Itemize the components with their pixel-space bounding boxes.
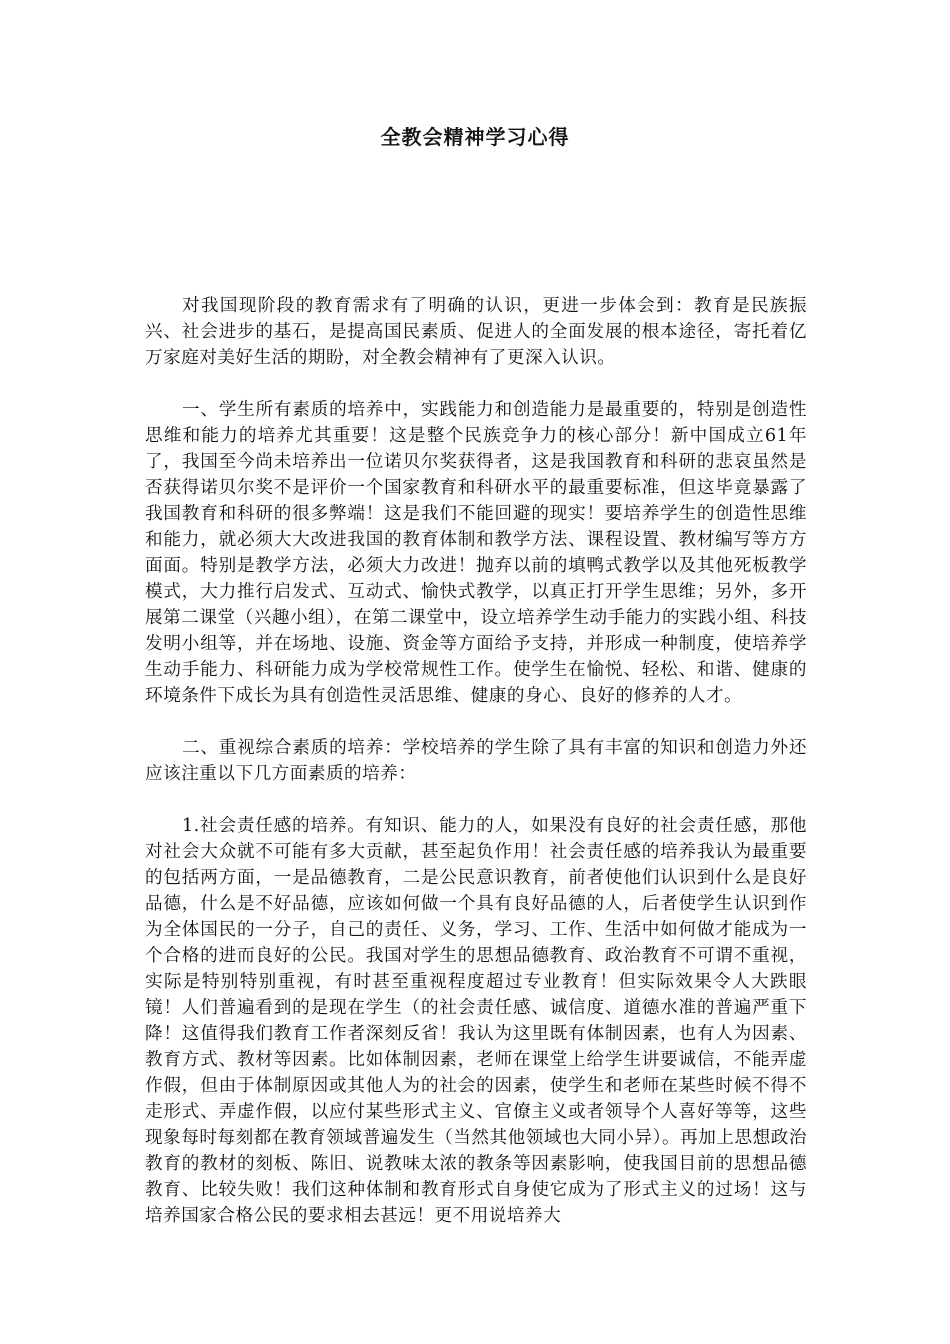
document-body [145, 293, 807, 1255]
paragraph-section-one: 一、学生所有素质的培养中，实践能力和创造能力是最重要的，特别是创造性思维和能力的培养尤其重要！这是整个民族竞争力的核心部分！新中国成立61年了，我国至今尚未培养出一位诺贝尔奖获得者，这是我国教育和科研的悲哀虽然是否获得诺贝尔奖不是评价一个国家教育和科研水平的最重要标准，但这毕竟暴露了我国教育和科研的很多弊端！这是我们不能回避的现实！要培养学生的创造性思维和能力，就必须大大改进我国的教育体制和教学方法、课程设置、教材编写等方方面面。特别是教学方法，必须大力改进！抛弃以前的填鸭式教学以及其他死板教学模式，大力推行启发式、互动式、愉快式教学，以真正打开学生思维；另外，多开展第二课堂（兴趣小组），在第二课堂中，设立培养学生动手能力的实践小组、科技发明小组等，并在场地、设施、资金等方面给予支持，并形成一种制度，使培养学生动手能力、科研能力成为学校常规性工作。使学生在愉悦、轻松、和谐、健康的环境条件下成长为具有创造性灵活思维、健康的身心、良好的修养的人才。 [145, 400, 807, 706]
paragraph-item-one: 1.社会责任感的培养。有知识、能力的人，如果没有良好的社会责任感，那他对社会大众就不可能有多大贡献，甚至起负作用！社会责任感的培养我认为最重要的包括两方面，一是品德教育，二是公民意识教育，前者使他们认识到什么是良好品德，什么是不好品德，应该如何做一个具有良好品德的人，后者使学生认识到作为全体国民的一分子，自己的责任、义务，学习、工作、生活中如何做才能成为一个合格的进而良好的公民。我国对学生的思想品德教育、政治教育不可谓不重视，实际是特别特别重视，有时甚至重视程度超过专业教育！但实际效果令人大跌眼镜！人们普遍看到的是现在学生（的社会责任感、诚信度、道德水准的普遍严重下降！这值得我们教育工作者深刻反省！我认为这里既有体制因素，也有人为因素、教育方式、教材等因素。比如体制因素，老师在课堂上给学生讲要诚信，不能弄虚作假，但由于体制原因或其他人为的社会的因素，使学生和老师在某些时候不得不走形式、弄虚作假，以应付某些形式主义、官僚主义或者领导个人喜好等等，这些现象每时每刻都在教育领域普遍发生（当然其他领域也大同小异）。再加上思想政治教育的教材的刻板、陈旧、说教味太浓的教条等因素影响，使我国目前的思想品德教育、比较失败！我们这种体制和教育形式自身使它成为了形式主义的过场！这与培养国家合格公民的要求相去甚远！更不用说培养大 [145, 816, 807, 1226]
document-title: 全教会精神学习心得 [380, 125, 570, 149]
paragraph-section-two: 二、重视综合素质的培养：学校培养的学生除了具有丰富的知识和创造力外还应该注重以下几方面素质的培养： [145, 738, 807, 784]
paragraph-intro: 对我国现阶段的教育需求有了明确的认识，更进一步体会到：教育是民族振兴、社会进步的基石，是提高国民素质、促进人的全面发展的根本途径，寄托着亿万家庭对美好生活的期盼，对全教会精神有了更深入认识。 [145, 296, 807, 368]
